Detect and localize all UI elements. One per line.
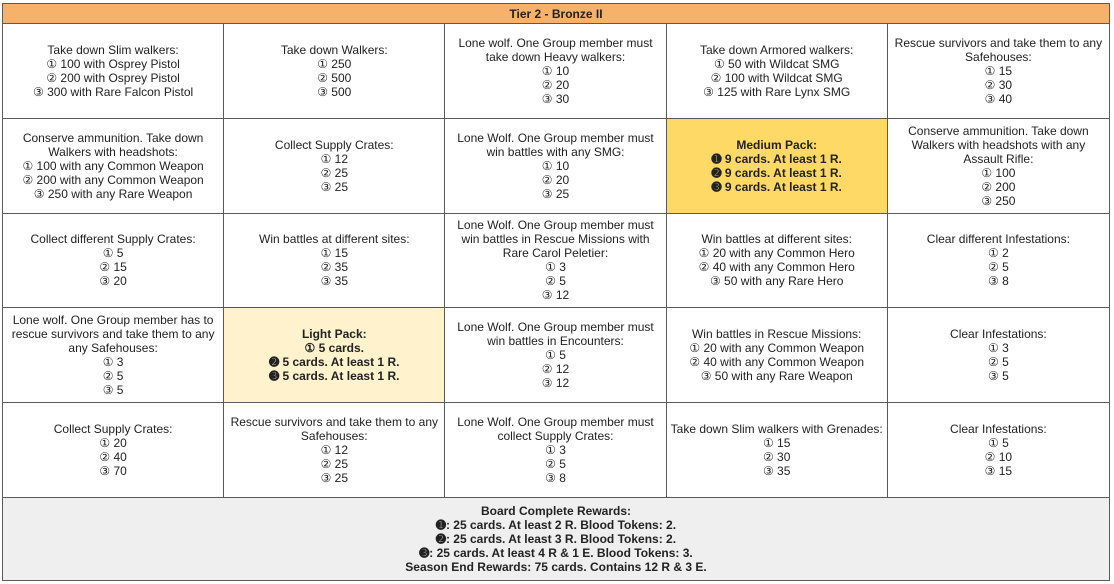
cell-line: ② 5 <box>102 369 124 384</box>
cell-line: ① 5 cards. <box>304 341 365 356</box>
cell-line: Lone Wolf. One Group member must win battles in Encounters: <box>457 320 654 349</box>
cell-line: ② 5 <box>545 457 566 472</box>
board-rewards-footer <box>3 498 1109 580</box>
cell-line: ② 500 <box>317 70 352 85</box>
cell-line: ③ 15 <box>984 464 1013 479</box>
challenge-cell <box>3 119 224 214</box>
medium-pack-cell <box>667 119 888 214</box>
challenge-cell <box>224 214 445 309</box>
cell-line: Rescue survivors and take them to any Safehouses: <box>230 415 438 444</box>
cell-line: ① 5 <box>545 348 566 363</box>
challenge-cell <box>888 308 1109 403</box>
cell-line: ① 3 <box>102 355 124 370</box>
challenge-cell <box>445 214 666 309</box>
cell-line: ③ 250 with any Rare Weapon <box>33 186 193 201</box>
cell-line: ① 3 <box>545 443 566 458</box>
cell-line: ② 5 <box>988 355 1009 370</box>
cell-line: ➋ 9 cards. At least 1 R. <box>711 165 842 180</box>
challenge-cell <box>888 403 1109 498</box>
cell-line: Take down Slim walkers with Grenades: <box>670 422 883 437</box>
cell-line: Collect different Supply Crates: <box>30 232 196 247</box>
cell-line: ③ 25 <box>320 471 349 486</box>
cell-line: ② 12 <box>541 362 570 377</box>
cell-line: ① 3 <box>988 341 1009 356</box>
cell-line: Light Pack: <box>301 327 367 342</box>
cell-line: Lone Wolf. One Group member must collect Supply Crates: <box>457 415 654 444</box>
challenge-cell <box>888 214 1109 309</box>
cell-line: ➌ 9 cards. At least 1 R. <box>711 179 842 194</box>
challenge-cell <box>445 24 666 119</box>
challenge-cell <box>667 403 888 498</box>
cell-line: ③ 12 <box>541 288 570 303</box>
cell-line: ③ 25 <box>320 179 349 194</box>
cell-line: ③ 35 <box>762 464 791 479</box>
cell-line: ③ 40 <box>984 91 1013 106</box>
cell-line: Lone wolf. One Group member must take down Heavy walkers: <box>458 35 653 64</box>
challenge-cell <box>445 403 666 498</box>
footer-line: ➊: 25 cards. At least 2 R. Blood Tokens: 2. <box>435 518 677 532</box>
cell-line: ② 200 <box>981 179 1016 194</box>
cell-line: Clear Infestations: <box>950 327 1047 342</box>
challenge-cell <box>224 403 445 498</box>
cell-line: ① 15 <box>984 63 1013 78</box>
challenge-cell <box>445 119 666 214</box>
cell-line: ③ 250 <box>981 193 1016 208</box>
cell-line: ② 200 with any Common Weapon <box>22 172 204 187</box>
cell-line: Win battles at different sites: <box>701 232 852 247</box>
board-title: Tier 2 - Bronze II <box>3 4 1109 24</box>
cell-line: ① 15 <box>762 436 791 451</box>
cell-line: ① 15 <box>320 246 349 261</box>
challenge-cell <box>3 214 224 309</box>
challenge-cell <box>3 403 224 498</box>
challenge-cell <box>224 24 445 119</box>
cell-line: Clear Infestations: <box>950 422 1047 437</box>
cell-line: Collect Supply Crates: <box>274 137 394 152</box>
footer-line: Board Complete Rewards: <box>480 504 631 518</box>
challenge-cell <box>888 24 1109 119</box>
cell-line: ③ 35 <box>320 274 349 289</box>
challenge-cell <box>667 214 888 309</box>
challenge-cell <box>667 308 888 403</box>
cell-line: Win battles in Rescue Missions: <box>691 327 862 342</box>
cell-line: Win battles at different sites: <box>259 232 410 247</box>
cell-line: ③ 500 <box>317 84 352 99</box>
cell-line: Take down Armored walkers: <box>699 42 854 57</box>
cell-line: ③ 25 <box>541 186 570 201</box>
cell-line: ① 12 <box>320 151 349 166</box>
challenge-cell <box>888 119 1109 214</box>
cell-line: ① 250 <box>317 56 352 71</box>
challenge-cell <box>667 24 888 119</box>
cell-line: Rescue survivors and take them to any Safehouses: <box>894 35 1103 64</box>
light-pack-cell <box>224 308 445 403</box>
footer-line: ➌: 25 cards. At least 4 R & 1 E. Blood Tokens: 3. <box>419 546 693 560</box>
cell-line: ③ 30 <box>541 91 570 106</box>
cell-line: Medium Pack: <box>736 137 818 152</box>
cell-line: Lone wolf. One Group member has to rescue survivors and take them to any any Safehouses: <box>11 313 215 356</box>
cell-line: ② 20 <box>541 77 570 92</box>
cell-line: ② 25 <box>320 165 349 180</box>
cell-line: ③ 20 <box>99 274 127 289</box>
cell-line: Take down Slim walkers: <box>47 42 179 57</box>
cell-line: ① 100 with Osprey Pistol <box>46 56 180 71</box>
cell-line: Lone Wolf. One Group member must win battles with any SMG: <box>457 130 654 159</box>
cell-line: ① 20 with any Common Weapon <box>689 341 864 356</box>
cell-line: ③ 125 with Rare Lynx SMG <box>703 84 851 99</box>
cell-line: ② 5 <box>545 274 566 289</box>
cell-line: ① 50 with Wildcat SMG <box>713 56 840 71</box>
cell-line: Collect Supply Crates: <box>53 422 173 437</box>
cell-line: ③ 12 <box>541 376 570 391</box>
cell-line: ② 5 <box>988 260 1009 275</box>
cell-line: ① 100 <box>981 165 1016 180</box>
cell-line: Conserve ammunition. Take down Walkers with headshots: <box>22 130 204 159</box>
cell-line: ① 2 <box>988 246 1009 261</box>
cell-line: ② 35 <box>320 260 349 275</box>
cell-line: ② 40 <box>99 450 127 465</box>
cell-line: ③ 50 with any Rare Weapon <box>700 369 853 384</box>
cell-line: Take down Walkers: <box>280 42 388 57</box>
footer-line: ➋: 25 cards. At least 3 R. Blood Tokens: 2. <box>435 532 677 546</box>
cell-line: ② 200 with Osprey Pistol <box>46 70 180 85</box>
cell-line: ③ 300 with Rare Falcon Pistol <box>33 84 194 99</box>
cell-line: ② 40 with any Common Hero <box>698 260 855 275</box>
cell-line: ② 40 with any Common Weapon <box>689 355 864 370</box>
cell-line: ➌ 5 cards. At least 1 R. <box>269 369 400 384</box>
cell-line: ① 20 with any Common Hero <box>698 246 855 261</box>
challenge-cell <box>3 308 224 403</box>
cell-line: ② 30 <box>762 450 791 465</box>
cell-line: ① 20 <box>99 436 127 451</box>
cell-line: ① 3 <box>545 260 566 275</box>
cell-line: ③ 5 <box>988 369 1009 384</box>
cell-line: ① 5 <box>988 436 1009 451</box>
cell-line: ② 100 with Wildcat SMG <box>710 70 843 85</box>
cell-line: ① 10 <box>541 158 570 173</box>
challenge-cell <box>224 119 445 214</box>
cell-line: ➋ 5 cards. At least 1 R. <box>269 355 400 370</box>
challenge-cell <box>445 308 666 403</box>
cell-line: ① 12 <box>320 443 349 458</box>
cell-line: Lone Wolf. One Group member must win battles in Rescue Missions with Rare Carol Peletier: <box>457 218 654 261</box>
cell-line: ② 10 <box>984 450 1013 465</box>
cell-line: ② 15 <box>99 260 127 275</box>
cell-line: ② 25 <box>320 457 349 472</box>
cell-line: ③ 50 with any Rare Hero <box>709 274 844 289</box>
tier-board <box>2 3 1110 581</box>
cell-line: ② 20 <box>541 172 570 187</box>
challenge-cell <box>3 24 224 119</box>
cell-line: ① 100 with any Common Weapon <box>22 158 204 173</box>
cell-line: ③ 70 <box>99 464 127 479</box>
cell-line: ① 5 <box>102 246 124 261</box>
cell-line: ② 30 <box>984 77 1013 92</box>
cell-line: ③ 5 <box>102 383 124 398</box>
cell-line: ① 10 <box>541 63 570 78</box>
cell-line: Conserve ammunition. Take down Walkers with headshots with any Assault Rifle: <box>908 123 1089 166</box>
cell-line: ③ 8 <box>988 274 1009 289</box>
cell-line: ➊ 9 cards. At least 1 R. <box>711 151 842 166</box>
cell-line: Clear different Infestations: <box>926 232 1070 247</box>
cell-line: ③ 8 <box>545 471 566 486</box>
footer-line: Season End Rewards: 75 cards. Contains 12 R & 3 E. <box>405 560 707 574</box>
